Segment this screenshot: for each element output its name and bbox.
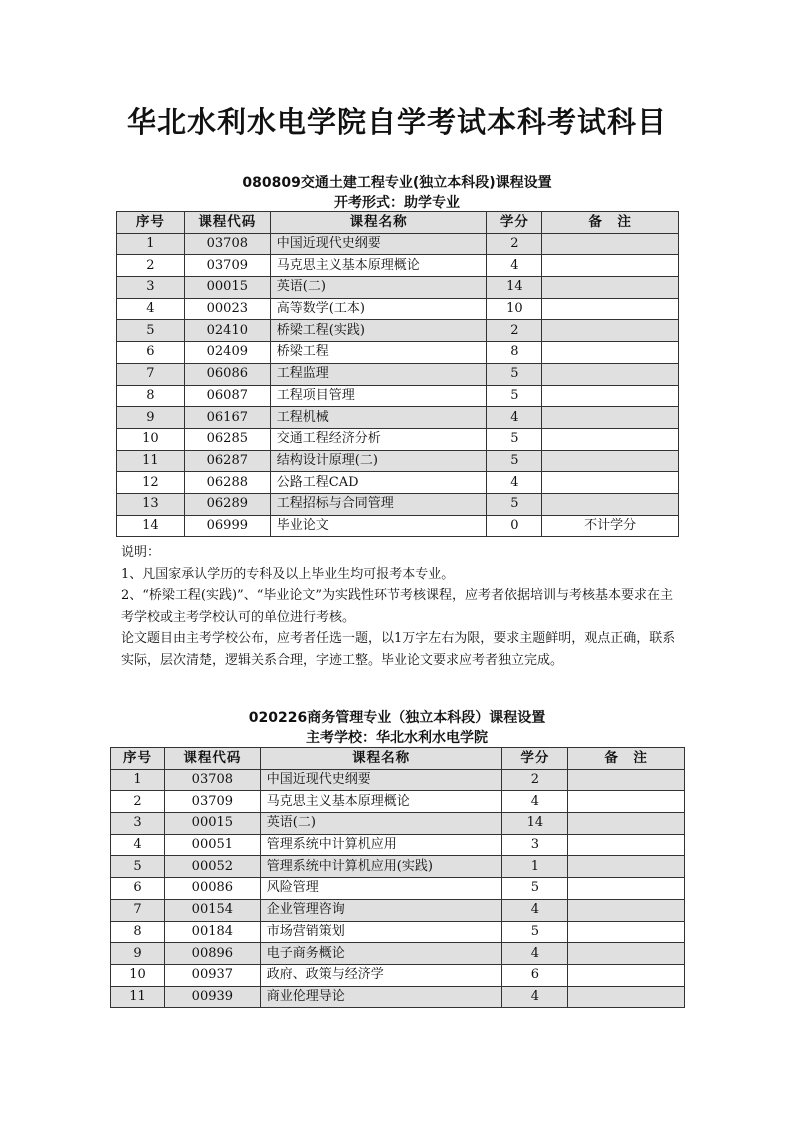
table-cell: 2 xyxy=(111,791,165,813)
table-cell: 1 xyxy=(502,856,568,878)
table-row xyxy=(111,899,685,921)
table-cell: 结构设计原理(二) xyxy=(270,450,487,472)
table-row xyxy=(117,233,679,255)
table-cell xyxy=(542,233,679,255)
table-cell: 中国近现代史纲要 xyxy=(270,233,487,255)
table-cell: 6 xyxy=(502,964,568,986)
section2-title: 020226商务管理专业（独立本科段）课程设置 xyxy=(248,710,546,726)
table-cell: 7 xyxy=(117,363,185,385)
table-row xyxy=(111,943,685,965)
table-cell: 00937 xyxy=(164,964,260,986)
table-cell xyxy=(568,856,685,878)
table-cell: 00184 xyxy=(164,921,260,943)
table-cell xyxy=(568,921,685,943)
column-header: 课程代码 xyxy=(164,748,260,770)
table-cell: 06287 xyxy=(184,450,270,472)
table-cell: 00086 xyxy=(164,878,260,900)
table-cell xyxy=(542,450,679,472)
table-cell xyxy=(542,277,679,299)
table-header-row xyxy=(117,212,679,234)
table-cell: 06289 xyxy=(184,493,270,515)
table-row xyxy=(117,515,679,537)
table-cell: 03708 xyxy=(164,769,260,791)
table-cell: 5 xyxy=(502,921,568,943)
table-cell: 9 xyxy=(111,943,165,965)
table-cell: 10 xyxy=(111,964,165,986)
table-cell: 4 xyxy=(111,834,165,856)
table-cell: 英语(二) xyxy=(260,813,502,835)
table-cell: 02409 xyxy=(184,342,270,364)
table-cell xyxy=(568,834,685,856)
table-cell: 交通工程经济分析 xyxy=(270,428,487,450)
table-cell: 00052 xyxy=(164,856,260,878)
table-cell: 3 xyxy=(111,813,165,835)
table-cell: 10 xyxy=(487,298,542,320)
column-header: 备 注 xyxy=(542,212,679,234)
table-cell: 马克思主义基本原理概论 xyxy=(260,791,502,813)
table-cell: 12 xyxy=(117,472,185,494)
table-cell: 00015 xyxy=(164,813,260,835)
table-cell: 5 xyxy=(487,450,542,472)
table-cell: 8 xyxy=(111,921,165,943)
table-row xyxy=(117,407,679,429)
table-cell: 06087 xyxy=(184,385,270,407)
table-cell: 8 xyxy=(487,342,542,364)
note-item: 1、凡国家承认学历的专科及以上毕业生均可报考本专业。 xyxy=(121,566,455,582)
table-cell xyxy=(568,878,685,900)
table-row xyxy=(111,769,685,791)
table-cell: 00023 xyxy=(184,298,270,320)
table-cell: 中国近现代史纲要 xyxy=(260,769,502,791)
table-cell xyxy=(568,769,685,791)
column-header: 学分 xyxy=(502,748,568,770)
notes-label: 说明： xyxy=(121,545,161,560)
table-cell xyxy=(542,407,679,429)
table-row xyxy=(111,878,685,900)
table-cell: 2 xyxy=(117,255,185,277)
table-cell: 英语(二) xyxy=(270,277,487,299)
table-cell: 03709 xyxy=(164,791,260,813)
table-row xyxy=(117,255,679,277)
column-header: 课程名称 xyxy=(270,212,487,234)
table-cell: 10 xyxy=(117,428,185,450)
column-header: 课程代码 xyxy=(184,212,270,234)
table-cell xyxy=(542,472,679,494)
section1-title: 080809交通土建工程专业(独立本科段)课程设置 xyxy=(242,175,552,191)
table-cell xyxy=(568,899,685,921)
table-cell: 3 xyxy=(117,277,185,299)
table-row xyxy=(111,813,685,835)
table-cell: 06288 xyxy=(184,472,270,494)
table-cell xyxy=(542,428,679,450)
table-cell: 00939 xyxy=(164,986,260,1008)
table-cell: 9 xyxy=(117,407,185,429)
table-cell: 工程监理 xyxy=(270,363,487,385)
table-cell: 3 xyxy=(502,834,568,856)
table-cell: 11 xyxy=(117,450,185,472)
column-header: 序号 xyxy=(111,748,165,770)
table-cell: 政府、政策与经济学 xyxy=(260,964,502,986)
table-cell: 03708 xyxy=(184,233,270,255)
table-cell: 13 xyxy=(117,493,185,515)
course-table-2 xyxy=(110,747,685,1008)
table-cell: 2 xyxy=(487,320,542,342)
table-cell: 06086 xyxy=(184,363,270,385)
note-item: 论文题目由主考学校公布，应考者任选一题，以1万字左右为限，要求主题鲜明，观点正确，联系实际，层次清楚，逻辑关系合理，字迹工整。毕业论文要求应考者独立完成。 xyxy=(121,631,676,668)
table-cell: 工程项目管理 xyxy=(270,385,487,407)
table-row xyxy=(117,320,679,342)
table-cell: 1 xyxy=(117,233,185,255)
table-row xyxy=(111,964,685,986)
table-cell: 0 xyxy=(487,515,542,537)
table-cell: 00896 xyxy=(164,943,260,965)
note-item: 2、“桥梁工程(实践)”、“毕业论文”为实践性环节考核课程，应考者依据培训与考核基本要求在主考学校或主考学校认可的单位进行考核。 xyxy=(121,588,673,625)
table-cell: 02410 xyxy=(184,320,270,342)
table-cell: 7 xyxy=(111,899,165,921)
table-cell: 5 xyxy=(487,363,542,385)
table-cell: 4 xyxy=(502,943,568,965)
table-cell xyxy=(568,943,685,965)
table-cell: 毕业论文 xyxy=(270,515,487,537)
table-cell xyxy=(542,493,679,515)
table-cell: 03709 xyxy=(184,255,270,277)
table-cell: 企业管理咨询 xyxy=(260,899,502,921)
table-cell: 2 xyxy=(487,233,542,255)
course-table-1 xyxy=(116,211,679,537)
table-row xyxy=(117,342,679,364)
table-cell: 00015 xyxy=(184,277,270,299)
table-cell: 马克思主义基本原理概论 xyxy=(270,255,487,277)
table-cell: 桥梁工程 xyxy=(270,342,487,364)
table-cell: 不计学分 xyxy=(542,515,679,537)
column-header: 序号 xyxy=(117,212,185,234)
section1-notes xyxy=(121,542,681,671)
column-header: 课程名称 xyxy=(260,748,502,770)
table-cell: 4 xyxy=(487,472,542,494)
column-header: 备 注 xyxy=(568,748,685,770)
table-cell: 06167 xyxy=(184,407,270,429)
table-cell: 06285 xyxy=(184,428,270,450)
table-cell xyxy=(568,964,685,986)
table-cell: 公路工程CAD xyxy=(270,472,487,494)
table-cell: 工程机械 xyxy=(270,407,487,429)
table-cell: 14 xyxy=(502,813,568,835)
table-cell: 5 xyxy=(502,878,568,900)
table-cell: 00154 xyxy=(164,899,260,921)
table-cell: 电子商务概论 xyxy=(260,943,502,965)
table-cell xyxy=(542,320,679,342)
table-cell: 风险管理 xyxy=(260,878,502,900)
table-row xyxy=(111,834,685,856)
table-row xyxy=(117,493,679,515)
table-cell xyxy=(542,342,679,364)
column-header: 学分 xyxy=(487,212,542,234)
table-cell: 4 xyxy=(487,255,542,277)
table-row xyxy=(111,986,685,1008)
table-row xyxy=(111,791,685,813)
table-cell: 8 xyxy=(117,385,185,407)
table-row xyxy=(117,385,679,407)
table-cell: 11 xyxy=(111,986,165,1008)
section2-subtitle: 主考学校：华北水利水电学院 xyxy=(306,730,488,746)
table-cell xyxy=(542,255,679,277)
table-row xyxy=(111,921,685,943)
table-cell: 2 xyxy=(502,769,568,791)
table-cell: 4 xyxy=(502,899,568,921)
table-cell: 市场营销策划 xyxy=(260,921,502,943)
table-cell: 4 xyxy=(502,791,568,813)
table-cell: 5 xyxy=(487,493,542,515)
table-cell: 00051 xyxy=(164,834,260,856)
table-cell xyxy=(568,986,685,1008)
table-cell: 5 xyxy=(111,856,165,878)
table-cell: 管理系统中计算机应用(实践) xyxy=(260,856,502,878)
table-row xyxy=(117,450,679,472)
table-cell: 5 xyxy=(117,320,185,342)
table-cell: 06999 xyxy=(184,515,270,537)
table-row xyxy=(117,298,679,320)
table-cell: 6 xyxy=(117,342,185,364)
table-cell xyxy=(568,791,685,813)
table-header-row xyxy=(111,748,685,770)
table-cell: 5 xyxy=(487,428,542,450)
table-cell: 1 xyxy=(111,769,165,791)
table-cell: 4 xyxy=(117,298,185,320)
table-cell: 4 xyxy=(487,407,542,429)
table-cell: 14 xyxy=(487,277,542,299)
table-cell: 商业伦理导论 xyxy=(260,986,502,1008)
table-cell: 14 xyxy=(117,515,185,537)
table-cell xyxy=(542,298,679,320)
table-cell xyxy=(568,813,685,835)
table-row xyxy=(117,363,679,385)
table-row xyxy=(117,277,679,299)
table-row xyxy=(117,428,679,450)
page-title: 华北水利水电学院自学考试本科考试科目 xyxy=(126,105,667,139)
table-cell: 管理系统中计算机应用 xyxy=(260,834,502,856)
table-row xyxy=(111,856,685,878)
section1-subtitle: 开考形式：助学专业 xyxy=(334,195,460,211)
table-cell: 5 xyxy=(487,385,542,407)
table-cell: 桥梁工程(实践) xyxy=(270,320,487,342)
table-cell xyxy=(542,363,679,385)
table-cell xyxy=(542,385,679,407)
table-cell: 6 xyxy=(111,878,165,900)
table-cell: 4 xyxy=(502,986,568,1008)
table-row xyxy=(117,472,679,494)
table-cell: 工程招标与合同管理 xyxy=(270,493,487,515)
table-cell: 高等数学(工本) xyxy=(270,298,487,320)
